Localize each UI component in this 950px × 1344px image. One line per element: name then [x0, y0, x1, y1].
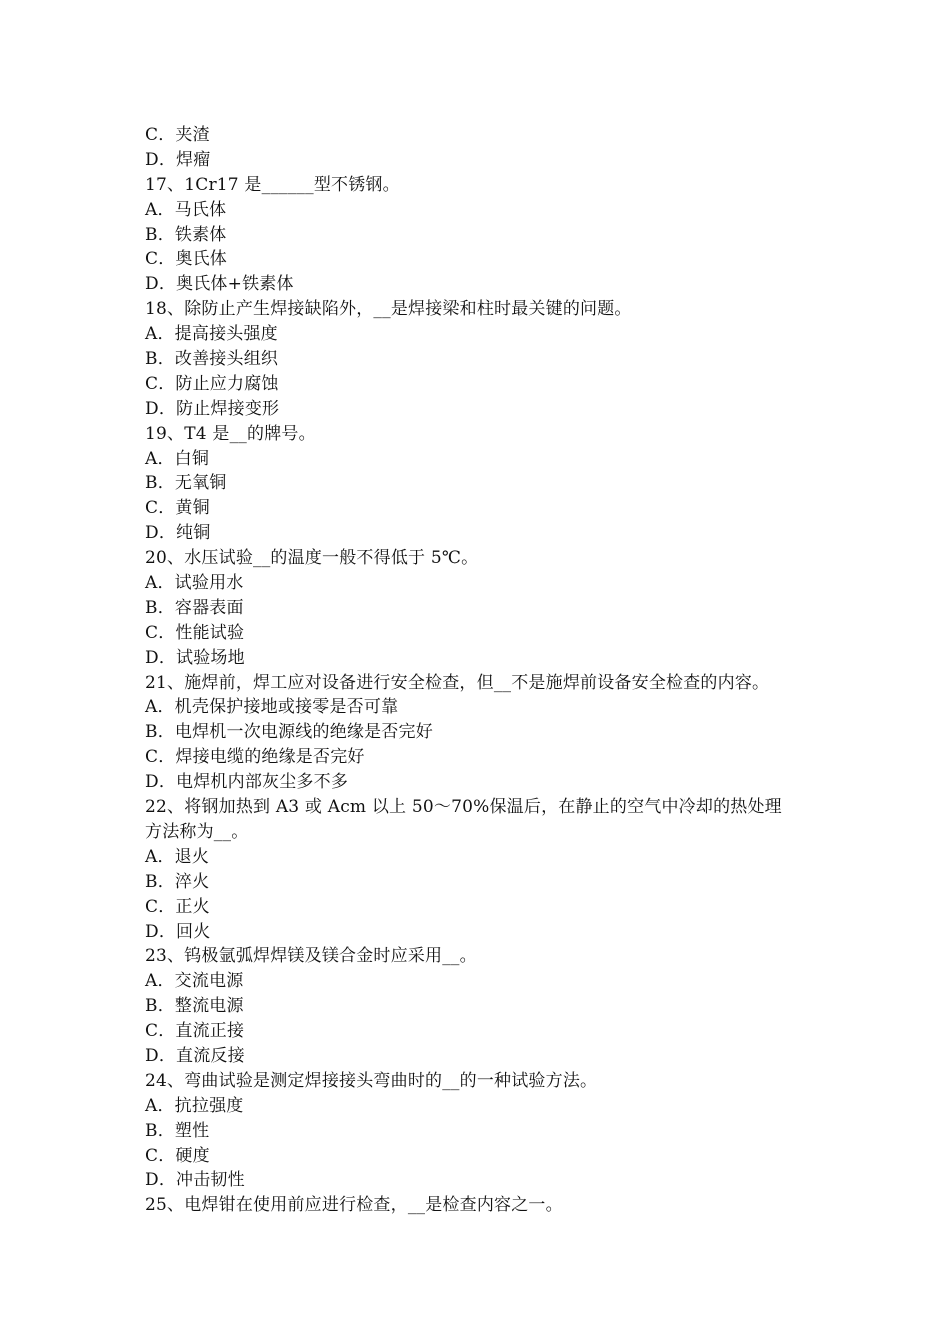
option-line: A．白铜	[145, 448, 210, 469]
option-line: C．性能试验	[145, 622, 245, 643]
option-line: D．纯铜	[145, 523, 211, 544]
option-line: D．直流反接	[145, 1045, 245, 1066]
question-line: 18、除防止产生焊接缺陷外，__是焊接梁和柱时最关键的问题。	[145, 299, 632, 320]
question-line: 21、施焊前，焊工应对设备进行安全检查，但__不是施焊前设备安全检查的内容。	[145, 672, 770, 693]
option-line: B．无氧铜	[145, 473, 227, 494]
question-line: 20、水压试验__的温度一般不得低于 5℃。	[145, 548, 479, 569]
option-line: D．冲击韧性	[145, 1170, 245, 1191]
option-line: A．退火	[145, 846, 210, 867]
option-line: D．奥氏体+铁素体	[145, 274, 294, 295]
option-line: A．马氏体	[145, 199, 227, 220]
option-line: C．硬度	[145, 1145, 210, 1166]
option-line: B．塑性	[145, 1120, 210, 1141]
question-line: 19、T4 是__的牌号。	[145, 423, 316, 444]
option-line: B．淬火	[145, 871, 210, 892]
document-page	[145, 123, 825, 1218]
question-line: 23、钨极氩弧焊焊镁及镁合金时应采用__。	[145, 946, 477, 967]
option-line: D．电焊机内部灰尘多不多	[145, 772, 349, 793]
option-line: B．容器表面	[145, 597, 244, 618]
option-line: C．防止应力腐蚀	[145, 373, 279, 394]
option-line: A．交流电源	[145, 971, 244, 992]
option-line: B．电焊机一次电源线的绝缘是否完好	[145, 722, 433, 743]
question-line: 24、弯曲试验是测定焊接接头弯曲时的__的一种试验方法。	[145, 1070, 598, 1091]
option-line: C．正火	[145, 896, 210, 917]
option-line: B．铁素体	[145, 224, 227, 245]
option-line: A．提高接头强度	[145, 324, 278, 345]
question-line: 22、将钢加热到 A3 或 Acm 以上 50～70%保温后，在静止的空气中冷却的热处理	[145, 797, 782, 818]
option-line: D．试验场地	[145, 647, 245, 668]
question-line: 17、1Cr17 是______型不锈钢。	[145, 174, 400, 195]
option-line: D．焊瘤	[145, 149, 211, 170]
option-line: A．抗拉强度	[145, 1095, 244, 1116]
option-line: D．回火	[145, 921, 211, 942]
option-line: D．防止焊接变形	[145, 398, 280, 419]
option-line: A．试验用水	[145, 573, 244, 594]
option-line: B．改善接头组织	[145, 349, 279, 370]
option-line: C．夹渣	[145, 125, 210, 145]
option-line: C．奥氏体	[145, 249, 228, 270]
question-line: 25、电焊钳在使用前应进行检查，__是检查内容之一。	[145, 1195, 563, 1216]
question-line-continued: 方法称为__。	[145, 821, 249, 842]
option-line: A．机壳保护接地或接零是否可靠	[145, 697, 399, 718]
option-line: B．整流电源	[145, 996, 244, 1017]
option-line: C．焊接电缆的绝缘是否完好	[145, 747, 365, 768]
option-line: C．直流正接	[145, 1021, 245, 1042]
option-line: C．黄铜	[145, 498, 210, 519]
